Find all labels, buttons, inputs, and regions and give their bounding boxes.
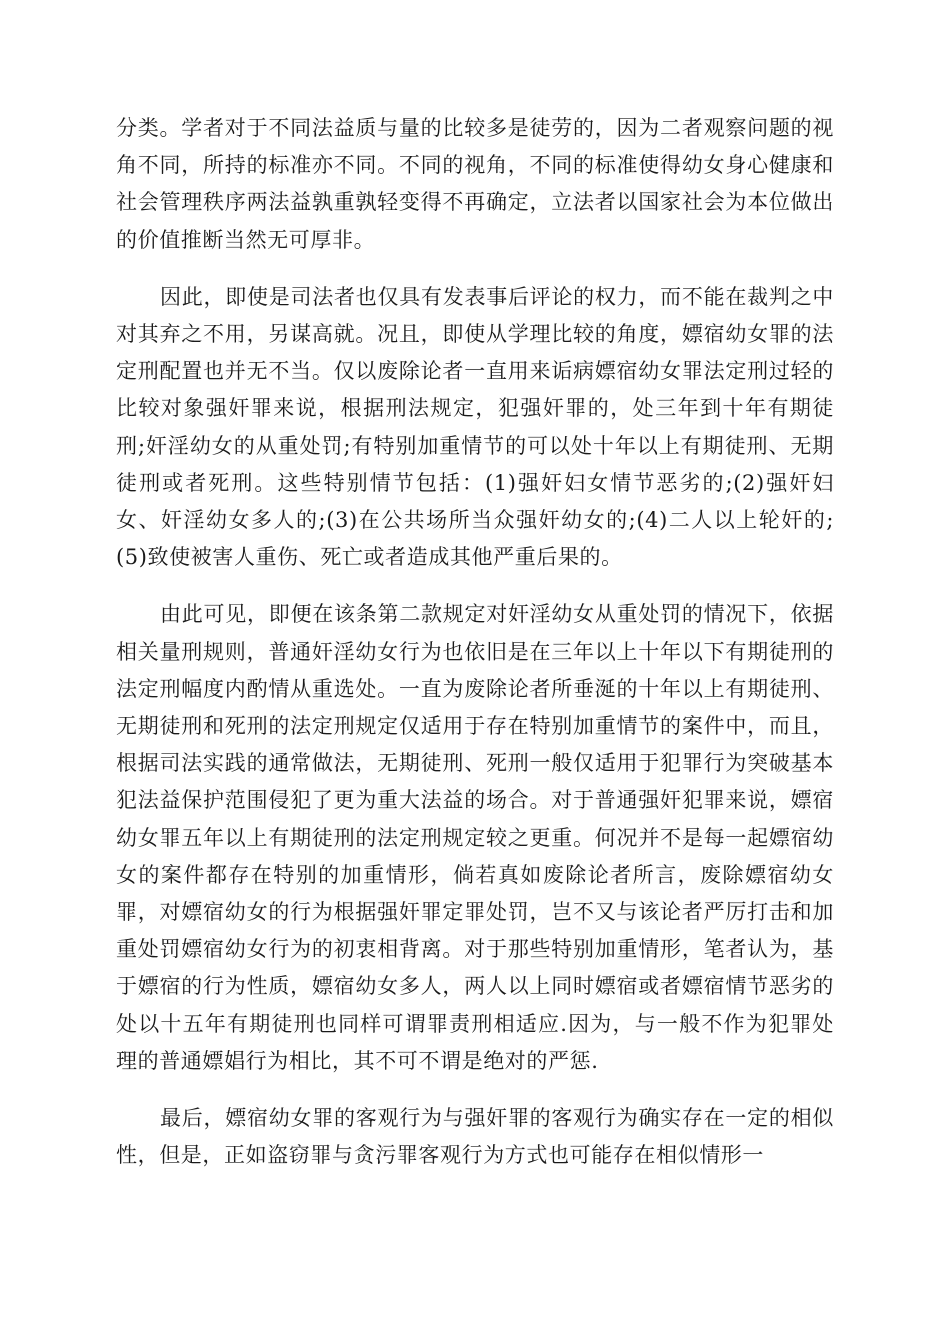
document-page [116, 110, 834, 1194]
paragraph-objective-behavior: 最后，嫖宿幼女罪的客观行为与强奸罪的客观行为确实存在一定的相似性，但是，正如盗窃罪与贪污罪客观行为方式也可能存在相似情形一 [116, 1106, 834, 1168]
paragraph-sentencing-comparison: 由此可见，即便在该条第二款规定对奸淫幼女从重处罚的情况下，依据相关量刑规则，普通奸淫幼女行为也依旧是在三年以上十年以下有期徒刑的法定刑幅度内酌情从重选处。一直为废除论者所垂涎的十年以上有期徒刑、无期徒刑和死刑的法定刑规定仅适用于存在特别加重情节的案件中，而且，根据司法实践的通常做法，无期徒刑、死刑一般仅适用于犯罪行为突破基本犯法益保护范围侵犯了更为重大法益的场合。对于普通强奸犯罪来说，嫖宿幼女罪五年以上有期徒刑的法定刑规定较之更重。何况并不是每一起嫖宿幼女的案件都存在特别的加重情形，倘若真如废除论者所言，废除嫖宿幼女罪，对嫖宿幼女的行为根据强奸罪定罪处罚，岂不又与该论者严厉打击和加重处罚嫖宿幼女行为的初衷相背离。对于那些特别加重情形，笔者认为，基于嫖宿的行为性质，嫖宿幼女多人，两人以上同时嫖宿或者嫖宿情节恶劣的处以十五年有期徒刑也同样可谓罪责刑相适应.因为，与一般不作为犯罪处理的普通嫖娼行为相比，其不可不谓是绝对的严惩. [116, 602, 834, 1073]
paragraph-judicial-power: 因此，即使是司法者也仅具有发表事后评论的权力，而不能在裁判之中对其弃之不用，另谋高就。况且，即使从学理比较的角度，嫖宿幼女罪的法定刑配置也并无不当。仅以废除论者一直用来诟病嫖宿幼女罪法定刑过轻的比较对象强奸罪来说，根据刑法规定，犯强奸罪的，处三年到十年有期徒刑;奸淫幼女的从重处罚;有特别加重情节的可以处十年以上有期徒刑、无期徒刑或者死刑。这些特别情节包括：(1)强奸妇女情节恶劣的;(2)强奸妇女、奸淫幼女多人的;(3)在公共场所当众强奸幼女的;(4)二人以上轮奸的;(5)致使被害人重伤、死亡或者造成其他严重后果的。 [116, 284, 834, 570]
paragraph-continuation: 分类。学者对于不同法益质与量的比较多是徒劳的，因为二者观察问题的视角不同，所持的标准亦不同。不同的视角，不同的标准使得幼女身心健康和社会管理秩序两法益孰重孰轻变得不再确定，立法者以国家社会为本位做出的价值推断当然无可厚非。 [116, 116, 834, 252]
